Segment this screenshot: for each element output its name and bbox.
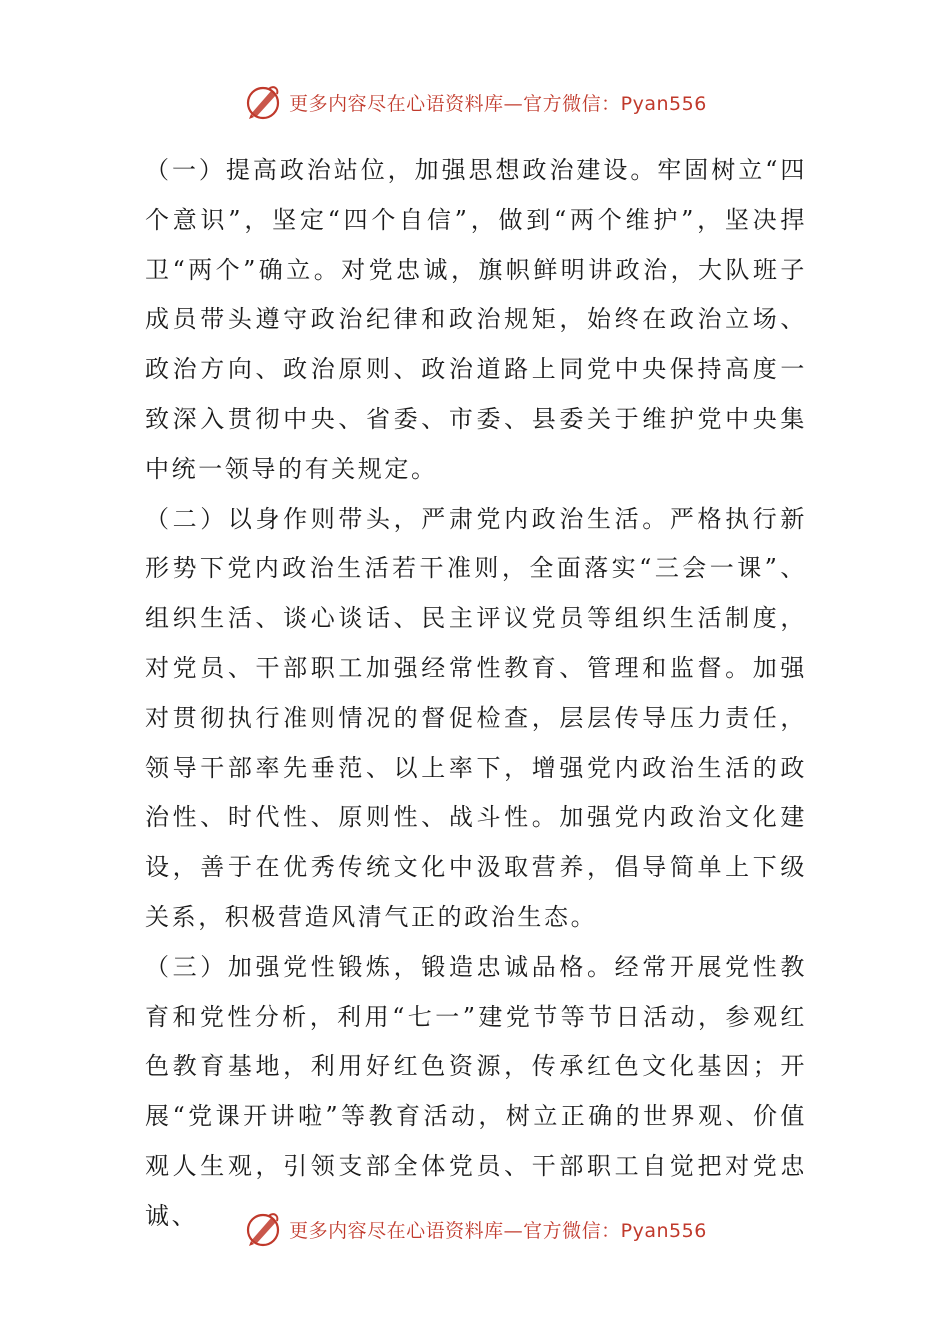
pen-logo-icon [243, 1209, 283, 1249]
paragraph-2: （二）以身作则带头，严肃党内政治生活。严格执行新形势下党内政治生活若干准则，全面落实“三会一课”、组织生活、谈心谈话、民主评议党员等组织生活制度，对党员、干部职工加强经常性教育、管理和监督。加强对贯彻执行准则情况的督促检查，层层传导压力责任，领导干部率先垂范、以上率下，增强党内政治生活的政治性、时代性、原则性、战斗性。加强党内政治文化建设，善于在优秀传统文化中汲取营养，倡导简单上下级关系，积极营造风清气正的政治生态。 [145, 504, 807, 931]
footer-banner-text: 更多内容尽在心语资料库—官方微信：Pyan556 [289, 1219, 707, 1242]
header-banner-text: 更多内容尽在心语资料库—官方微信：Pyan556 [289, 92, 707, 115]
pen-logo-icon [243, 82, 283, 122]
header-banner-account: Pyan556 [620, 92, 707, 115]
paragraph-1: （一）提高政治站位，加强思想政治建设。牢固树立“四个意识”，坚定“四个自信”，做到“两个维护”，坚决捍卫“两个”确立。对党忠诚，旗帜鲜明讲政治，大队班子成员带头遵守政治纪律和政治规矩，始终在政治立场、政治方向、政治原则、政治道路上同党中央保持高度一致深入贯彻中央、省委、市委、县委关于维护党中央集中统一领导的有关规定。 [145, 156, 807, 483]
header-banner [0, 80, 950, 124]
document-body [145, 146, 807, 1242]
paragraph-3: （三）加强党性锻炼，锻造忠诚品格。经常开展党性教育和党性分析，利用“七一”建党节等节日活动，参观红色教育基地，利用好红色资源，传承红色文化基因；开展“党课开讲啦”等教育活动，树立正确的世界观、价值观人生观，引领支部全体党员、干部职工自觉把对党忠诚、 [145, 952, 807, 1230]
footer-banner [0, 1207, 950, 1251]
footer-banner-account: Pyan556 [620, 1219, 707, 1242]
